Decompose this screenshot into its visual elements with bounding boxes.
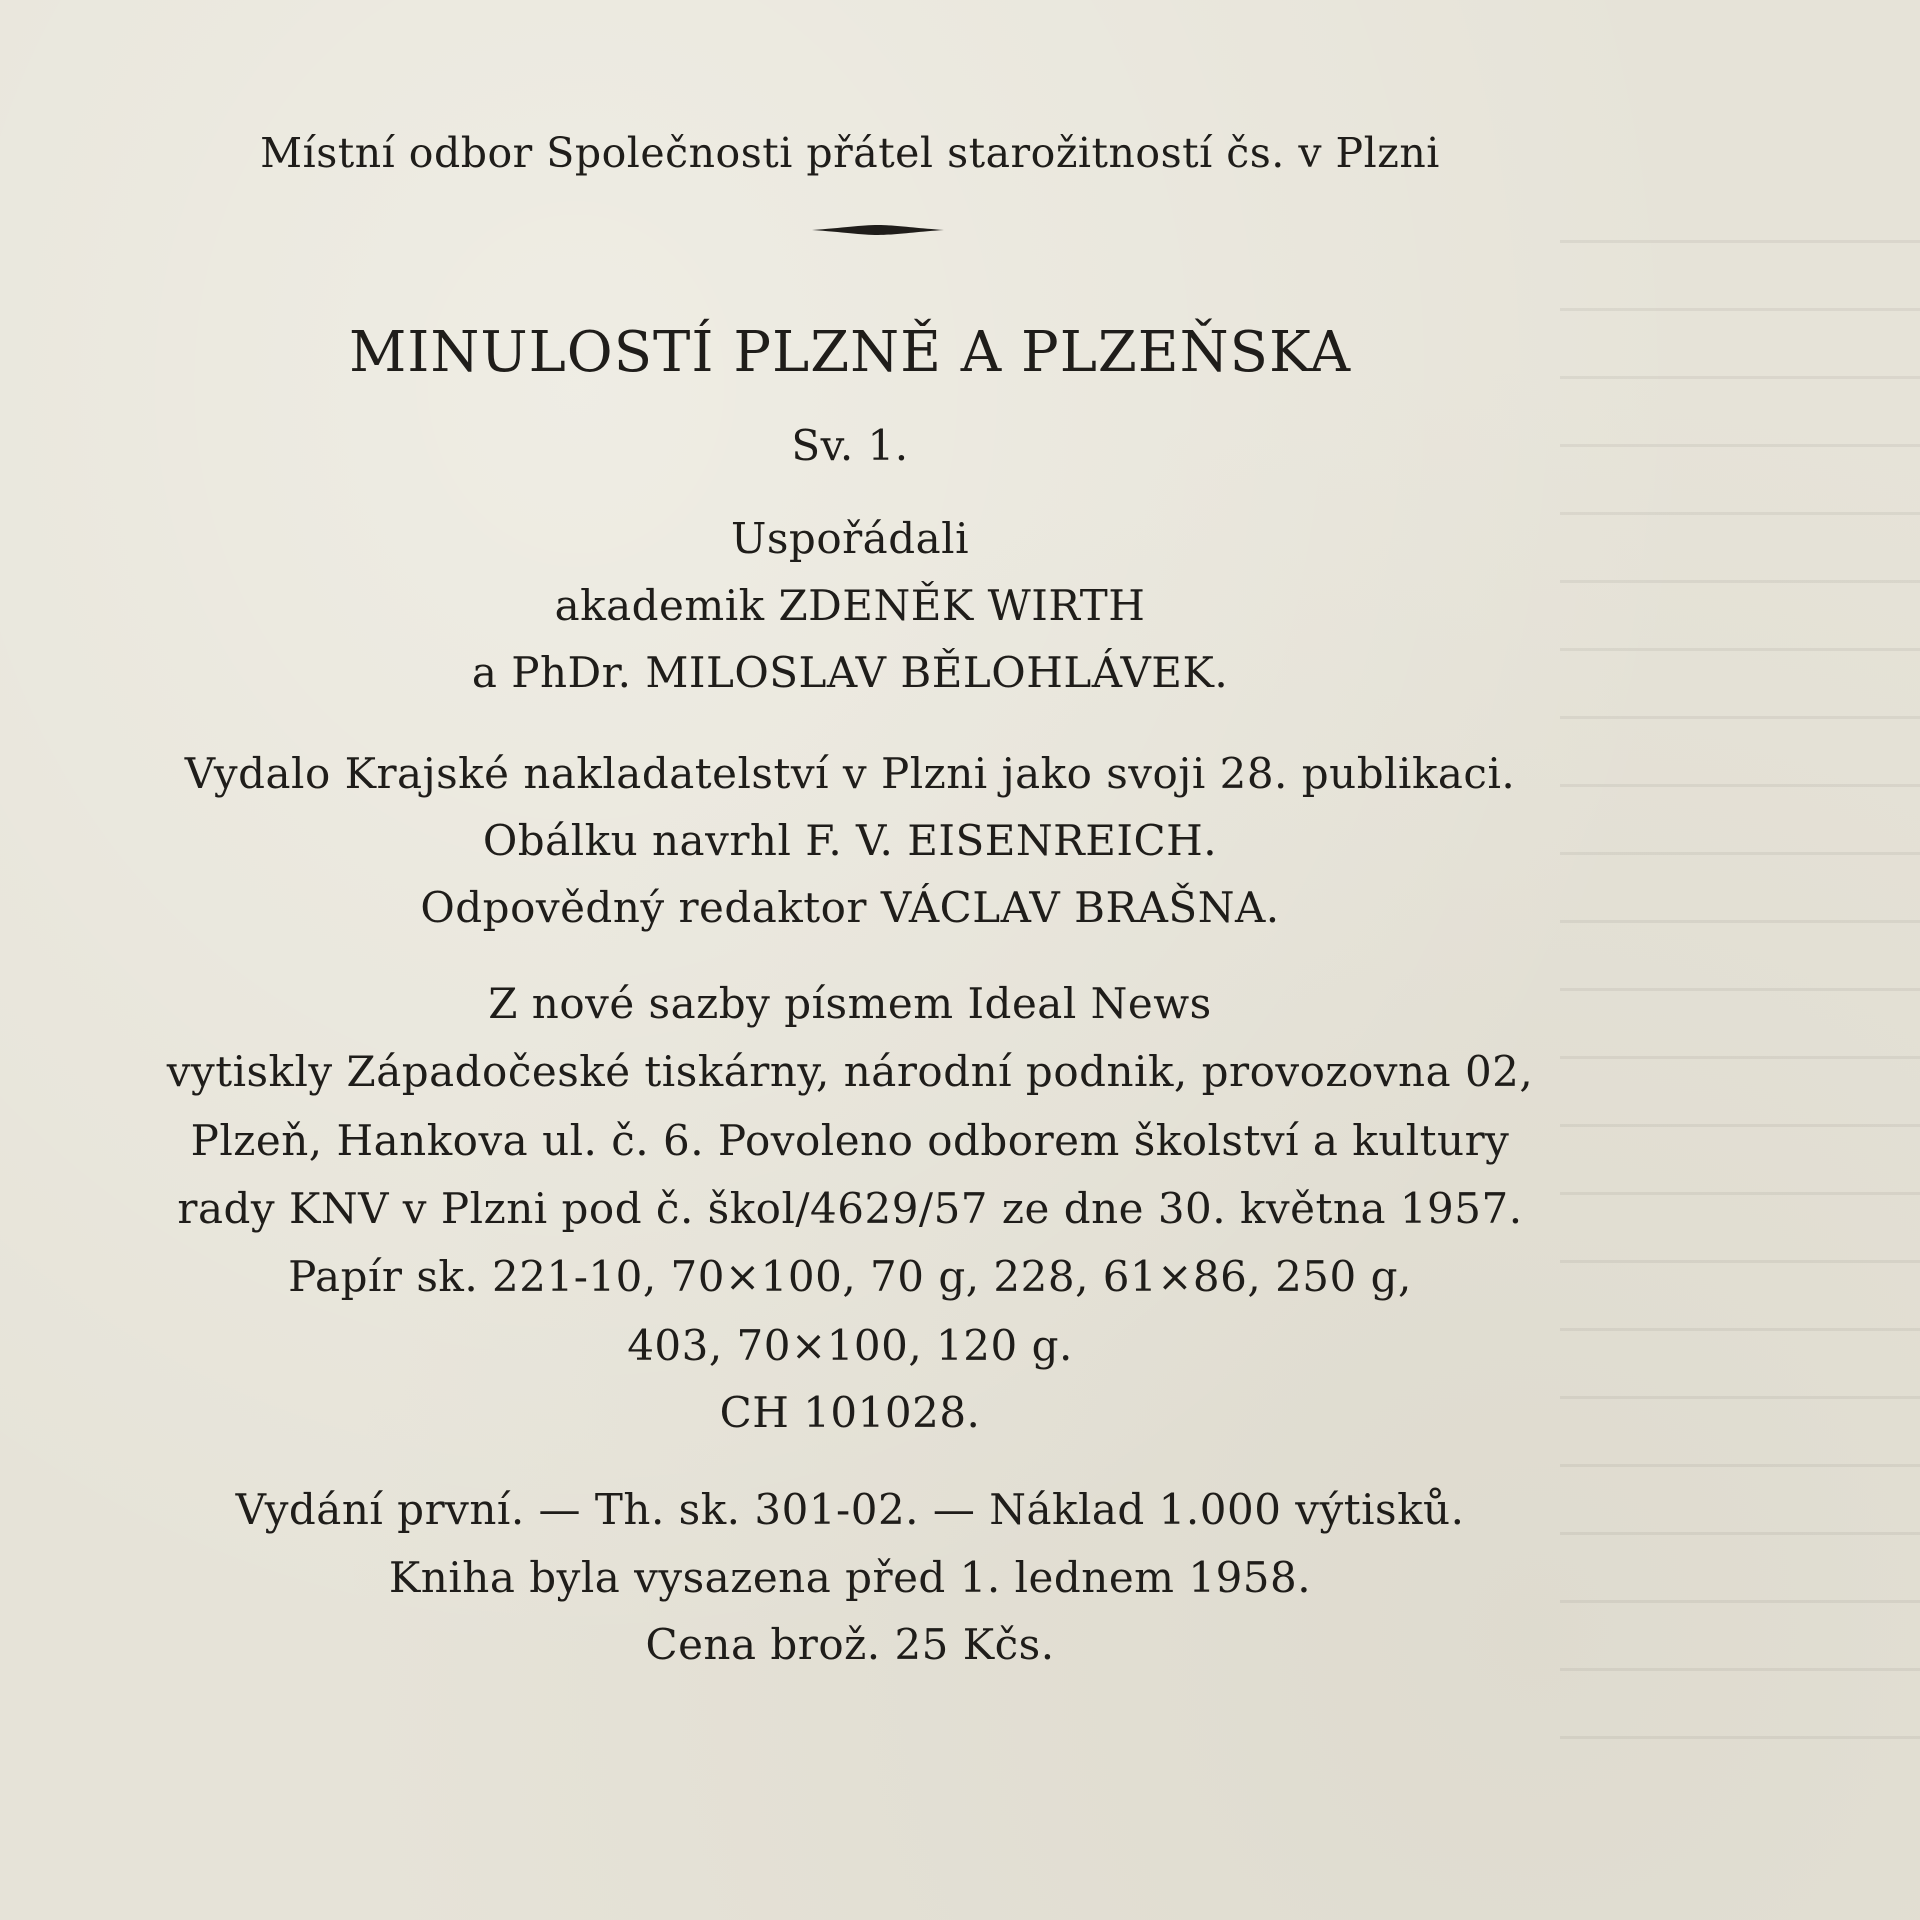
printing-line-2: vytiskly Západočeské tiskárny, národní podnik, provozovna 02,: [166, 1047, 1534, 1096]
editor-line-2: a PhDr. MILOSLAV BĚLOHLÁVEK.: [471, 648, 1229, 697]
book-title: MINULOSTÍ PLZNĚ A PLZEŇSKA: [348, 320, 1352, 385]
volume-number: Sv. 1.: [791, 421, 909, 470]
printing-line-6: 403, 70×100, 120 g.: [627, 1321, 1073, 1370]
publisher-line-1: Vydalo Krajské nakladatelství v Plzni jako svoji 28. publikaci.: [184, 749, 1516, 798]
printing-line-3: Plzeň, Hankova ul. č. 6. Povoleno odborem školství a kultury: [190, 1116, 1510, 1165]
editor-line-1: akademik ZDENĚK WIRTH: [554, 581, 1146, 630]
edition-line-2: Kniha byla vysazena před 1. lednem 1958.: [388, 1553, 1312, 1602]
printing-line-1: Z nové sazby písmem Ideal News: [488, 979, 1212, 1028]
publisher-line-2: Obálku navrhl F. V. EISENREICH.: [482, 816, 1218, 865]
society-line: Místní odbor Společnosti přátel starožitností čs. v Plzni: [260, 129, 1440, 177]
publisher-line-3: Odpovědný redaktor VÁCLAV BRAŠNA.: [420, 883, 1280, 932]
edition-line-3: Cena brož. 25 Kčs.: [645, 1620, 1055, 1669]
printing-line-7: CH 101028.: [719, 1388, 981, 1437]
edition-line-1: Vydání první. — Th. sk. 301-02. — Náklad 1.000 výtisků.: [235, 1485, 1465, 1534]
divider-ornament-icon: [812, 222, 944, 238]
printing-line-5: Papír sk. 221-10, 70×100, 70 g, 228, 61×86, 250 g,: [288, 1252, 1412, 1301]
printing-line-4: rady KNV v Plzni pod č. škol/4629/57 ze dne 30. května 1957.: [177, 1184, 1523, 1233]
arranged-by-label: Uspořádali: [730, 514, 970, 563]
